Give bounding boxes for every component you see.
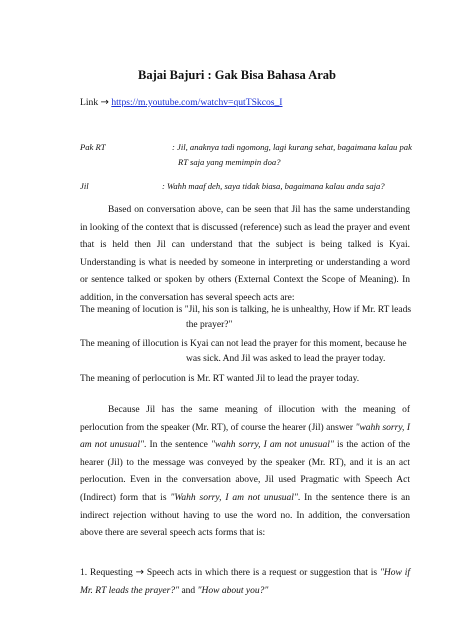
list-item (80, 564, 410, 600)
dialog-text: : Wahh maaf deh, saya tidak biasa, bagaimana kalau anda saja? (162, 181, 385, 191)
dialog-text: RT saja yang memimpin doa? (178, 157, 281, 167)
youtube-link[interactable]: https://m.youtube.com/watchv=qutTSkcos_I (111, 97, 283, 108)
quote: "How if Mr. RT leads the prayer?" (80, 568, 411, 596)
arrow-right-icon: → (100, 97, 109, 108)
list-segment: Speech acts in which there is a request or suggestion that is (143, 568, 380, 578)
link-line (80, 97, 282, 108)
paragraph-text: Based on conversation above, can be seen that Jil has the same understanding in looking of the context that is discussed (reference) such as lead the prayer and event that is held then Jil can understand that the subject is being talked is Kyai. Understanding is what is needed by someone in interpreting or understanding a word or sentence talked or spoken by others (External Context the Scope of Meaning). In addition, in the conversation has several speech acts are: (80, 205, 410, 303)
quote: "Wahh sorry, I am not unusual" (170, 492, 298, 503)
document-title: Bajai Bajuri : Gak Bisa Bahasa Arab (138, 68, 336, 82)
dialog-line-pak-rt (172, 140, 432, 170)
perlocution-line: The meaning of perlocution is Mr. RT wanted Jil to lead the prayer today. (80, 374, 360, 384)
speaker-jil: Jil (80, 181, 89, 191)
list-item-text (80, 564, 410, 600)
dialog-line-jil (162, 179, 442, 194)
locution-continuation: the prayer?" (186, 320, 233, 330)
illocution-line: The meaning of illocution is Kyai can not lead the prayer for this moment, because he (80, 339, 407, 349)
dialog-text: : Jil, anaknya tadi ngomong, lagi kurang sehat, bagaimana kalau pak (172, 142, 412, 152)
locution-line: The meaning of locution is "Jil, his son is talking, he is unhealthy, How if Mr. RT leads (80, 305, 412, 315)
paragraph-2 (80, 402, 410, 543)
speaker-pak-rt: Pak RT (80, 142, 106, 152)
illocution-continuation: was sick. And Jil was asked to lead the prayer today. (186, 354, 386, 364)
quote: "wahh sorry, I am not unusual" (210, 440, 334, 451)
paragraph-segment: . In the sentence there is an indirect rejection without having to use the word no. In addition, the conversation above there are several speech acts forms that is: (80, 492, 410, 539)
quote: "wahh sorry, I am not unusual" (80, 422, 410, 451)
list-segment: and (179, 585, 198, 596)
quote: "How about you?" (197, 585, 269, 596)
paragraph-segment: is the action of the hearer (Jil) to the message was conveyed by the speaker (Mr. RT), and it is an act perlocution. Even in the conversation above, Jil used Pragmatic with Speech Act (Indirect) form that is (80, 440, 410, 503)
link-label: Link (80, 97, 99, 108)
paragraph-1 (80, 202, 410, 308)
paragraph-text (80, 402, 410, 543)
arrow-right-icon: → (135, 567, 144, 578)
list-prefix: 1. Requesting (80, 568, 136, 578)
paragraph-segment: . In the sentence (144, 440, 211, 451)
paragraph-segment: Because Jil has the same meaning of illocution with the meaning of perlocution from the speaker (Mr. RT), of course the hearer (Jil) answer (80, 405, 410, 433)
